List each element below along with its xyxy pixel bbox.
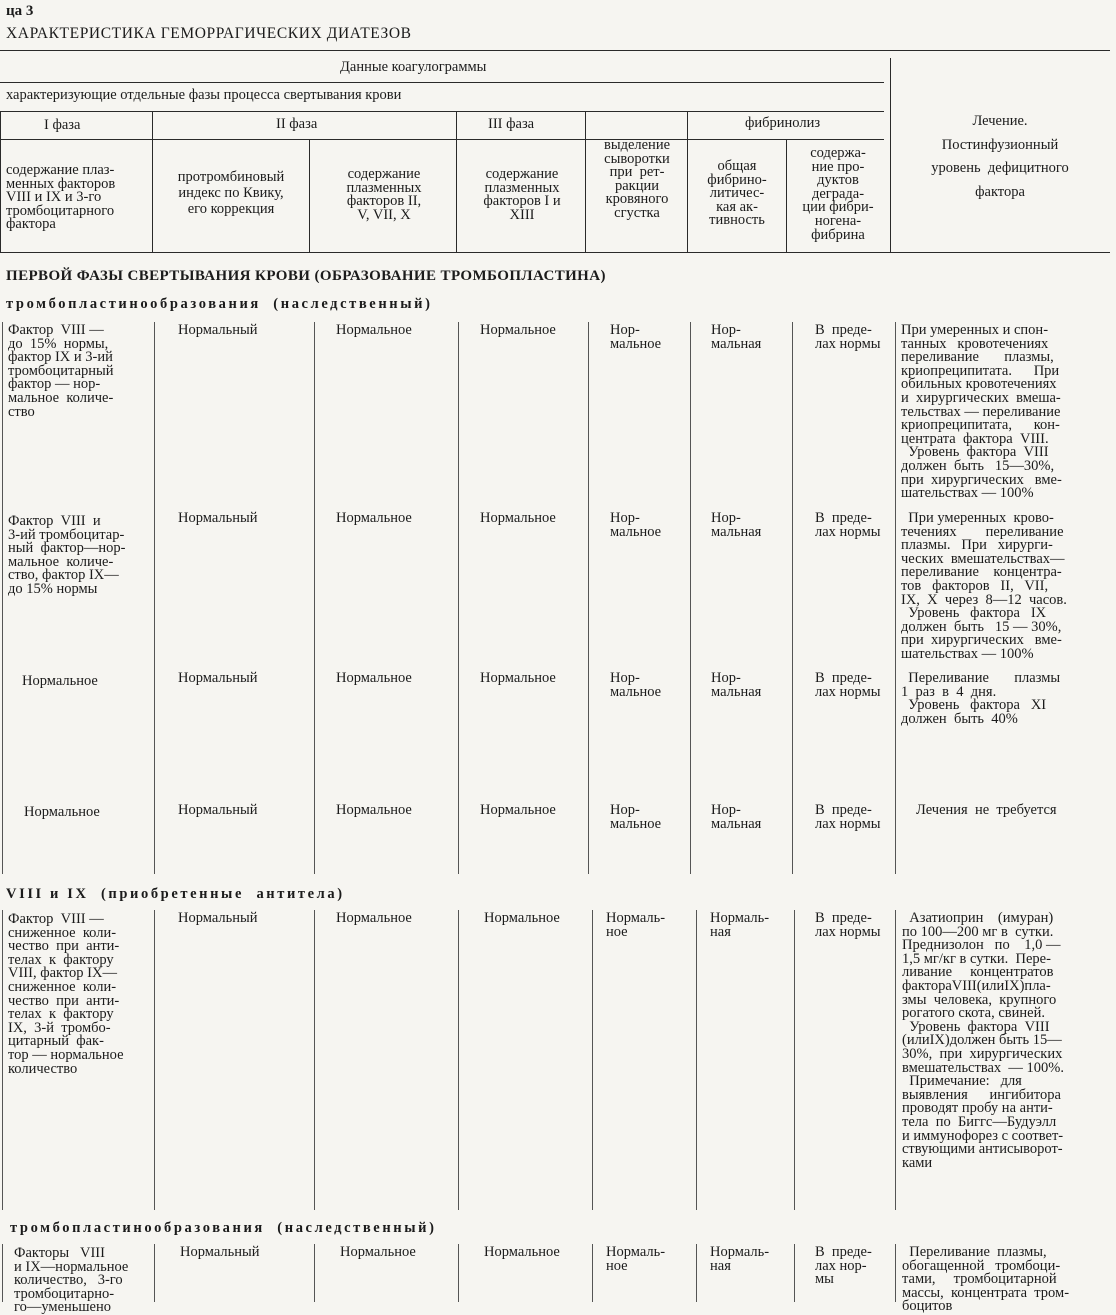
- cell-factors-2-5-7-10: Нормальное: [336, 322, 412, 338]
- cell-prothrombin: Нормальный: [180, 1244, 260, 1260]
- cell-plasma-factors: Нормальное: [24, 804, 100, 820]
- cell-treatment: При умеренных крово- течениях переливание плазмы. При хирурги- ческих вмешательствах— переливание концентра- тов факторов II, VII, IX, X через 8—12 часов. Уровень фактора IX должен быть 15 — 30%, при хирургических вме- шательствах — 100%: [901, 510, 1067, 662]
- cell-fibrinolytic: Нор- мальная: [711, 510, 762, 540]
- cell-fibrinolytic: Нор- мальная: [711, 670, 762, 700]
- section-main-heading: ПЕРВОЙ ФАЗЫ СВЕРТЫВАНИЯ КРОВИ (ОБРАЗОВАНИЕ ТРОМБОПЛАСТИНА): [6, 268, 606, 284]
- page-header-fragment: ца 3: [6, 3, 34, 19]
- cell-factors-1-13: Нормальное: [484, 910, 560, 926]
- cell-prothrombin: Нормальный: [178, 322, 258, 338]
- col-header-serum: выделение сыворотки при рет- ракции кровяного сгустка: [603, 137, 671, 221]
- cell-degradation: В преде- лах нормы: [815, 802, 881, 832]
- treatment-header: Лечение. Постинфузионный уровень дефицитного фактора: [931, 113, 1069, 200]
- section-subheading-2: VIII и IX (приобретенные антитела): [6, 886, 345, 902]
- cell-treatment: Азатиоприн (имуран) по 100—200 мг в сутки. Преднизолон по 1,0 — 1,5 мг/кг в сутки. Пере- ливание концентратов фактораVIII(илиIX)пла- змы человека, крупного рогатого скота, свиней. Уровень фактора VIII (илиIX)должен быть 15— 30%, при хирургических вмешательствах — 100%. Примечание: для выявления ингибитора проводят пробу на анти- тела по Биггс—Будуэлл и иммунофорез с соответ- ствующими антисыворот- ками: [902, 910, 1064, 1171]
- cell-factors-1-13: Нормальное: [480, 322, 556, 338]
- coag-title: Данные коагулограммы: [340, 59, 487, 75]
- cell-fibrinolytic: Нор- мальная: [711, 802, 762, 832]
- cell-treatment: Переливание плазмы, обогащенной тромбоци- тами, тромбоцитарной массы, концентрата тром- боцитов: [902, 1244, 1070, 1315]
- cell-plasma-factors: Нормальное: [22, 673, 98, 689]
- col-header-fibrinolytic: общая фибрино- литичес- кая ак- тивность: [707, 158, 767, 229]
- cell-factors-1-13: Нормальное: [480, 510, 556, 526]
- page-title: ХАРАКТЕРИСТИКА ГЕМОРРАГИЧЕСКИХ ДИАТЕЗОВ: [6, 25, 412, 42]
- cell-degradation: В преде- лах нор- мы: [815, 1244, 872, 1288]
- cell-treatment: При умеренных и спон- танных кровотечениях переливание плазмы, криопреципитата. При обильных кровотечениях и хирургических вмеша- тельствах — переливание криопреципитата, кон- центрата фактора VIII. Уровень фактора VIII должен быть 15—30%, при хирургических вме- шательствах — 100%: [901, 322, 1062, 502]
- section-subheading-1: тромбопластинообразования (наследственный): [6, 296, 433, 312]
- cell-factors-1-13: Нормальное: [484, 1244, 560, 1260]
- cell-serum: Нормаль- ное: [606, 1244, 666, 1274]
- cell-factors-1-13: Нормальное: [480, 670, 556, 686]
- cell-degradation: В преде- лах нормы: [815, 670, 881, 700]
- cell-serum: Нор- мальное: [610, 510, 662, 540]
- cell-factors-2-5-7-10: Нормальное: [336, 802, 412, 818]
- col-header-plasma-factors: содержание плаз- менных факторов VIII и IX и 3-го тромбоцитарного фактора: [6, 162, 116, 233]
- cell-prothrombin: Нормальный: [178, 670, 258, 686]
- cell-degradation: В преде- лах нормы: [815, 322, 881, 352]
- cell-degradation: В преде- лах нормы: [815, 510, 881, 540]
- cell-factors-2-5-7-10: Нормальное: [336, 510, 412, 526]
- phase1-label: I фаза: [44, 117, 81, 133]
- cell-factors-2-5-7-10: Нормальное: [336, 670, 412, 686]
- fibrinolysis-label: фибринолиз: [745, 115, 821, 131]
- cell-serum: Нор- мальное: [610, 802, 662, 832]
- section-subheading-3: тромбопластинообразования (наследственный): [10, 1220, 437, 1236]
- col-header-factors-2-5-7-10: содержание плазменных факторов II, V, VII, X: [346, 166, 422, 223]
- cell-plasma-factors: Фактор VIII и 3-ий тромбоцитар- ный фактор—нор- мальное количе- ство, фактор IX— до 15% нормы: [8, 513, 126, 597]
- col-header-degradation: содержа- ние про- дуктов деграда- ции фибри- ногена- фибрина: [802, 145, 874, 243]
- cell-degradation: В преде- лах нормы: [815, 910, 881, 940]
- col-header-factors-1-13: содержание плазменных факторов I и XIII: [483, 166, 561, 223]
- cell-prothrombin: Нормальный: [178, 910, 258, 926]
- cell-plasma-factors: Факторы VIII и IX—нормальное количество, 3-го тромбоцитарно- го—уменьшено: [14, 1245, 129, 1315]
- phases-title: характеризующие отдельные фазы процесса свертывания крови: [6, 87, 402, 103]
- cell-fibrinolytic: Нор- мальная: [711, 322, 762, 352]
- cell-factors-2-5-7-10: Нормальное: [336, 910, 412, 926]
- cell-serum: Нор- мальное: [610, 670, 662, 700]
- cell-factors-1-13: Нормальное: [480, 802, 556, 818]
- cell-treatment: Переливание плазмы 1 раз в 4 дня. Уровень фактора XI должен быть 40%: [901, 670, 1061, 727]
- cell-plasma-factors: Фактор VIII — до 15% нормы, фактор IX и 3-ий тромбоцитарный фактор — нор- мальное количе- ство: [8, 322, 114, 420]
- phase2-label: II фаза: [276, 116, 318, 132]
- phase3-label: III фаза: [488, 116, 535, 132]
- cell-treatment: Лечения не требуется: [916, 802, 1057, 818]
- cell-serum: Нор- мальное: [610, 322, 662, 352]
- cell-serum: Нормаль- ное: [606, 910, 666, 940]
- cell-fibrinolytic: Нормаль- ная: [710, 1244, 770, 1274]
- cell-factors-2-5-7-10: Нормальное: [340, 1244, 416, 1260]
- col-header-prothrombin: протромбиновый индекс по Квику, его коррекция: [177, 169, 285, 217]
- cell-prothrombin: Нормальный: [178, 510, 258, 526]
- cell-plasma-factors: Фактор VIII — сниженное коли- чество при анти- телах к фактору VIII, фактор IX— сниженное коли- чество при анти- телах к фактору IX, 3-й тромбо- цитарный фак- тор — нормальное количество: [8, 911, 124, 1077]
- cell-fibrinolytic: Нормаль- ная: [710, 910, 770, 940]
- cell-prothrombin: Нормальный: [178, 802, 258, 818]
